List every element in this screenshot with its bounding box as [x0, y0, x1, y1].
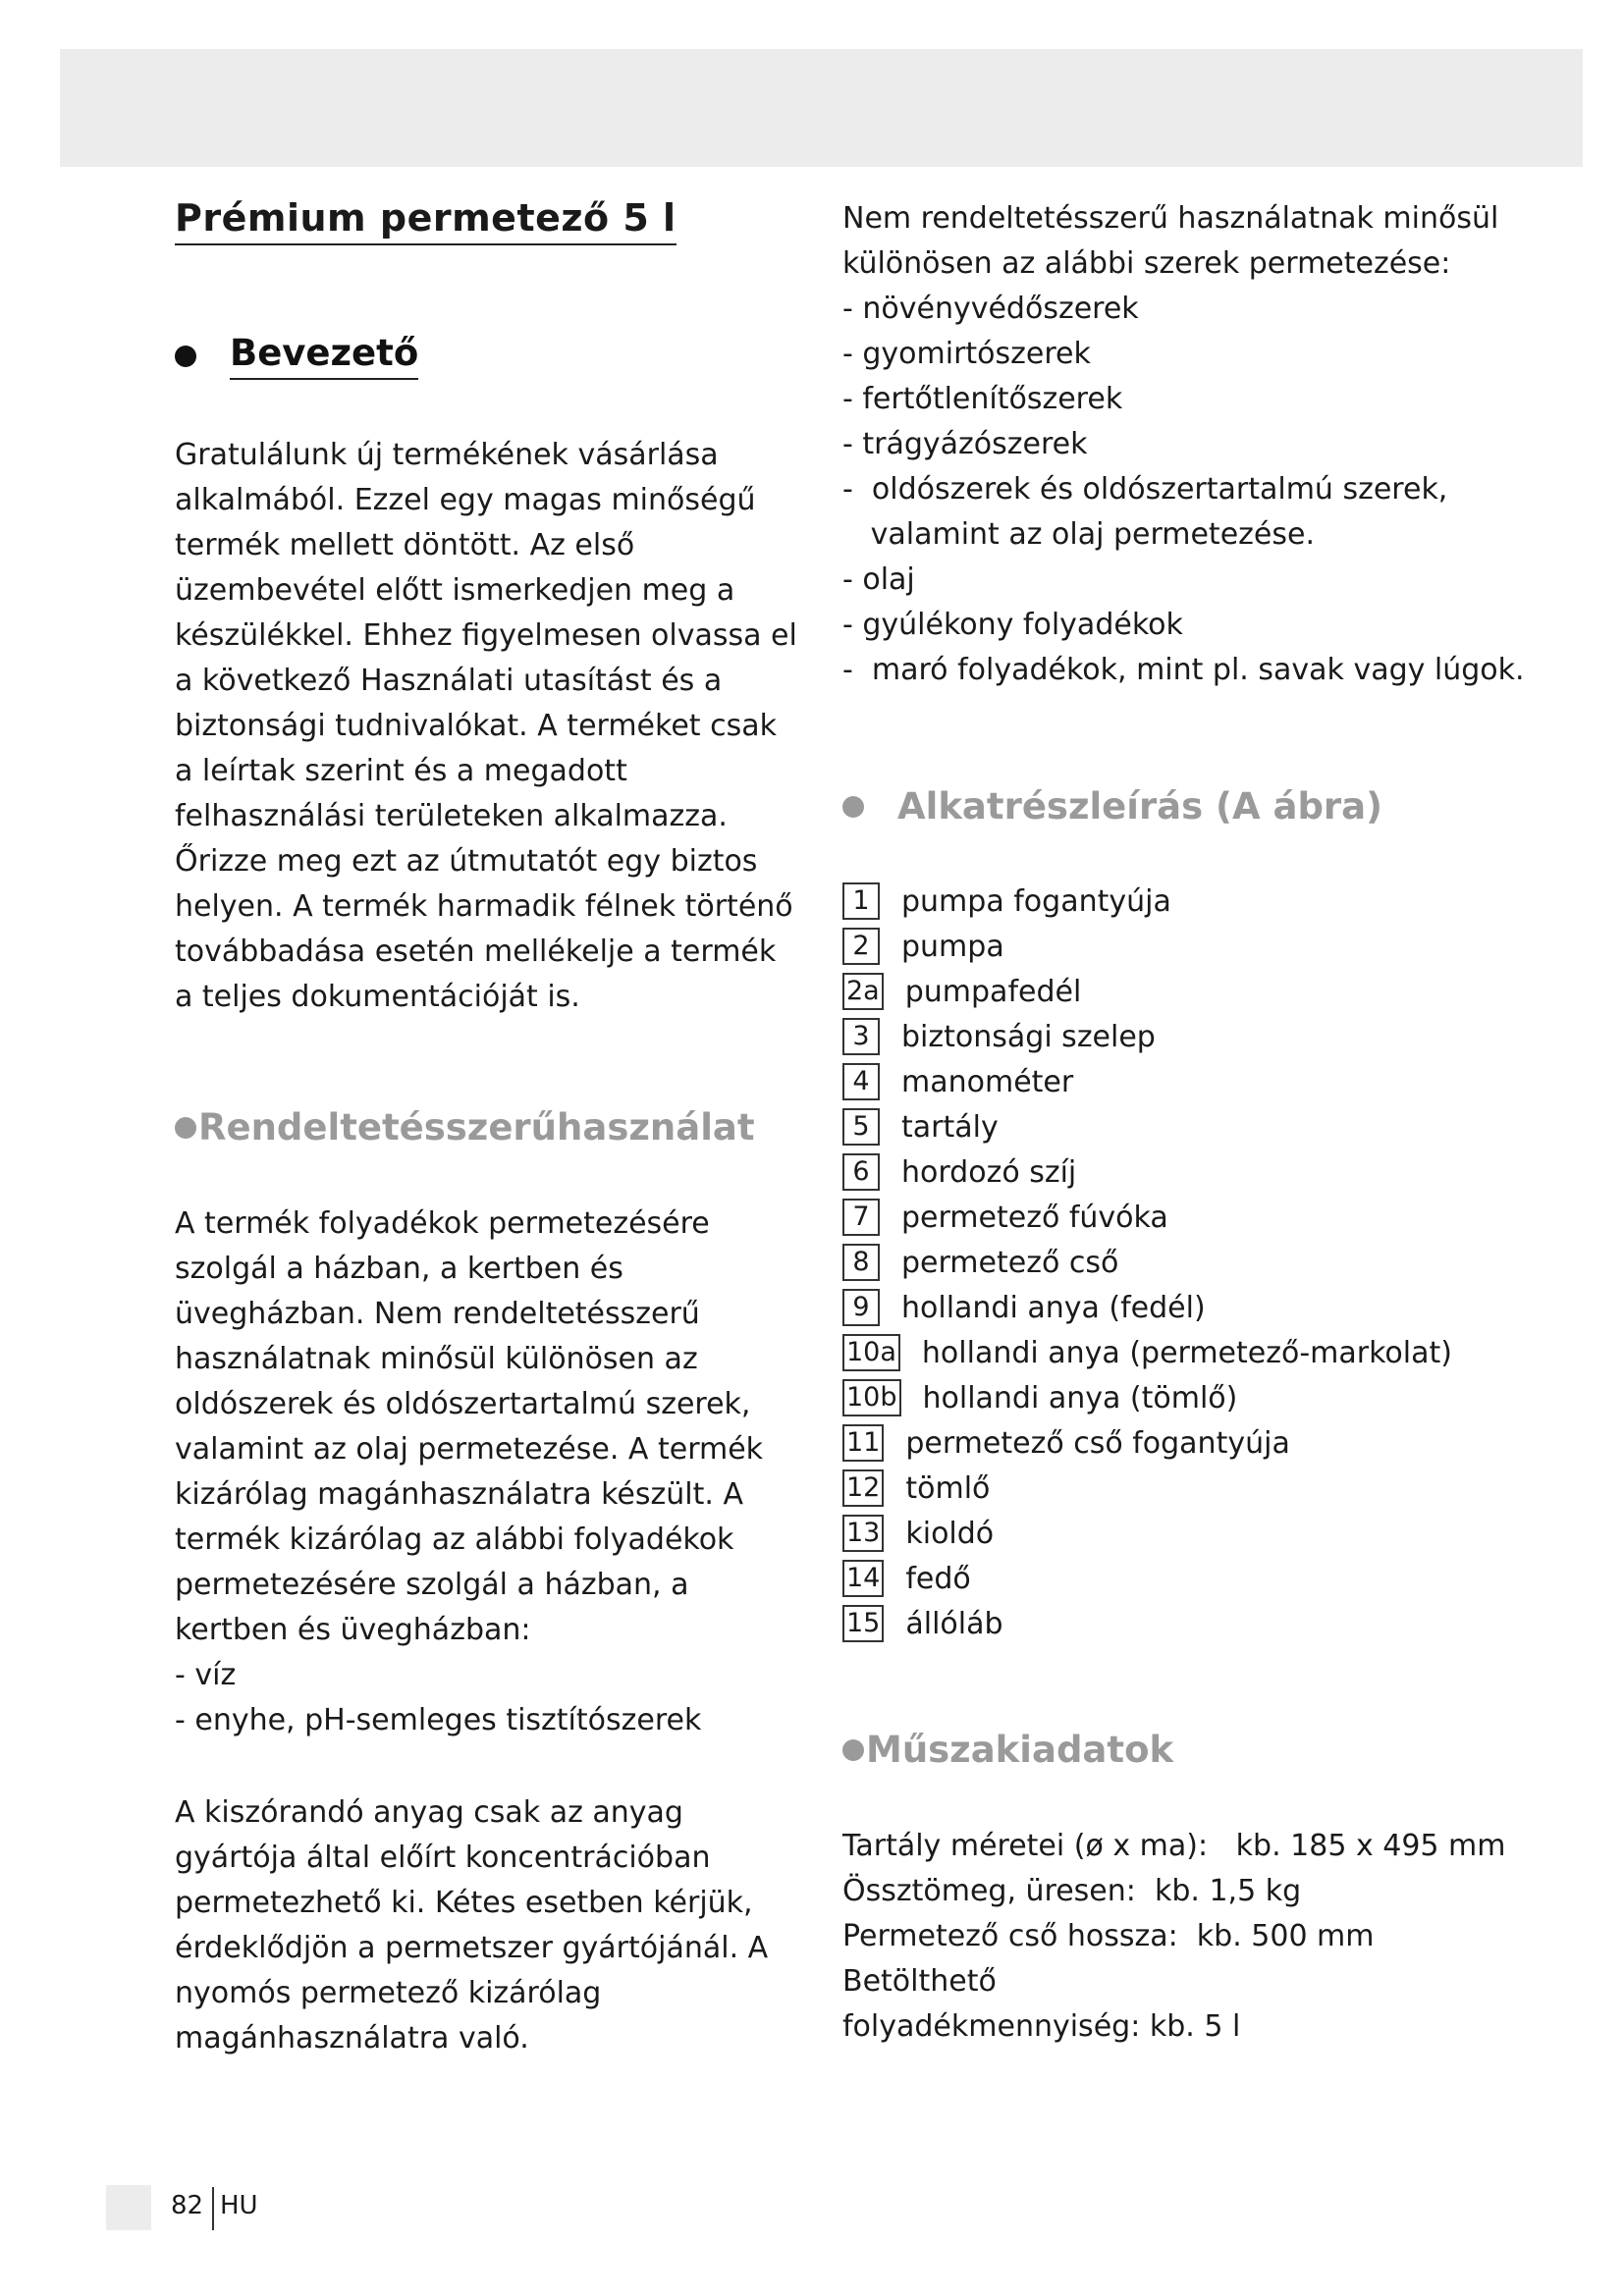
intended-use-heading: Rendeltetésszerűhasználat	[198, 1106, 755, 1148]
part-number-box: 10b	[842, 1379, 901, 1416]
footer-divider	[212, 2187, 214, 2230]
part-label: fedő	[905, 1561, 971, 1596]
list-item: - trágyázószerek	[842, 427, 1088, 461]
misuse-paragraph: Nem rendeltetésszerű használatnak minősül különösen az alábbi szerek permetezése:	[842, 201, 1499, 281]
part-item	[842, 1601, 1530, 1646]
intended-use-paragraph: A termék folyadékok permetezésére szolgál a házban, a kertben és üvegházban. Nem rendeltetésszerű használatnak minősül különösen az oldószerek és oldószertartalmú szerek, valamint az olaj permetezése. A termék kizárólag magánhasználatra készült. A termék kizárólag az alábbi folyadékok permetezésére szolgál a házban, a kertben és üvegházban:	[175, 1206, 764, 1647]
parts-heading: Alkatrészleírás (A ábra)	[897, 785, 1383, 828]
part-label: permetező cső	[901, 1245, 1119, 1280]
bullet-dot-icon	[175, 1117, 196, 1139]
section-heading-intended-use	[175, 1106, 803, 1148]
bullet-dot-icon	[842, 1739, 864, 1761]
part-item	[842, 1511, 1530, 1556]
part-number-box: 8	[842, 1244, 880, 1281]
part-label: hollandi anya (permetező-markolat)	[921, 1335, 1452, 1370]
tech-line: Tartály méretei (ø x ma): kb. 185 x 495 mm	[842, 1829, 1506, 1863]
bullet-dot-icon	[175, 346, 196, 367]
part-number-box: 5	[842, 1108, 880, 1146]
part-label: tartály	[901, 1109, 999, 1145]
part-label: hollandi anya (fedél)	[901, 1290, 1206, 1325]
part-item	[842, 1375, 1530, 1420]
part-item	[842, 1014, 1530, 1059]
part-item	[842, 1240, 1530, 1285]
part-label: permetező fúvóka	[901, 1200, 1168, 1235]
part-item	[842, 1104, 1530, 1149]
list-item: - olaj	[842, 562, 915, 597]
part-item	[842, 879, 1530, 924]
part-number-box: 1	[842, 882, 880, 920]
language-code: HU	[220, 2191, 258, 2220]
part-number-box: 7	[842, 1199, 880, 1236]
list-item: - oldószerek és oldószertartalmú szerek,	[842, 472, 1448, 507]
tech-line: Össztömeg, üresen: kb. 1,5 kg	[842, 1874, 1302, 1908]
part-item	[842, 1149, 1530, 1195]
part-label: hordozó szíj	[901, 1154, 1077, 1190]
right-column	[842, 196, 1530, 2050]
part-number-box: 3	[842, 1018, 880, 1055]
part-label: biztonsági szelep	[901, 1019, 1156, 1054]
part-label: állóláb	[905, 1606, 1003, 1641]
part-item	[842, 969, 1530, 1014]
list-item: - víz	[175, 1658, 237, 1692]
part-label: pumpafedél	[904, 974, 1082, 1009]
tech-line: Betölthető	[842, 1964, 997, 1999]
misuse-list	[842, 287, 1530, 693]
part-number-box: 13	[842, 1515, 884, 1552]
part-number-box: 4	[842, 1063, 880, 1100]
list-item: - enyhe, pH-semleges tisztítószerek	[175, 1703, 702, 1737]
part-number-box: 2	[842, 928, 880, 965]
list-item: - gyúlékony folyadékok	[842, 608, 1183, 642]
tech-line: folyadékmennyiség: kb. 5 l	[842, 2009, 1241, 2044]
list-item: - gyomirtószerek	[842, 337, 1091, 371]
part-label: pumpa	[901, 929, 1004, 964]
part-number-box: 11	[842, 1424, 884, 1462]
part-number-box: 6	[842, 1153, 880, 1191]
section-heading-tech	[842, 1729, 1530, 1771]
section-heading-intro	[175, 332, 803, 380]
tech-line: Permetező cső hossza: kb. 500 mm	[842, 1919, 1375, 1953]
part-item	[842, 924, 1530, 969]
list-item: - növényvédőszerek	[842, 292, 1139, 326]
part-number-box: 10a	[842, 1334, 900, 1371]
footer-box	[106, 2185, 151, 2230]
allowed-liquids-list	[175, 1653, 803, 1743]
part-number-box: 15	[842, 1605, 884, 1642]
part-label: manométer	[901, 1064, 1074, 1099]
left-column	[175, 196, 803, 2061]
list-item: valamint az olaj permetezése.	[842, 517, 1315, 552]
part-label: pumpa fogantyúja	[901, 883, 1171, 919]
part-number-box: 14	[842, 1560, 884, 1597]
list-item: - fertőtlenítőszerek	[842, 382, 1123, 416]
page-title: Prémium permetező 5 l	[175, 196, 677, 245]
tech-data-list	[842, 1824, 1530, 2050]
part-number-box: 12	[842, 1469, 884, 1507]
part-item	[842, 1285, 1530, 1330]
part-number-box: 9	[842, 1289, 880, 1326]
tech-heading: Műszakiadatok	[866, 1729, 1174, 1771]
part-item	[842, 1466, 1530, 1511]
intro-paragraph: Gratulálunk új termékének vásárlása alkalmából. Ezzel egy magas minőségű termék mellett döntött. Az első üzembevétel előtt ismerkedjen meg a készülékkel. Ehhez figyelmesen olvassa el a következő Használati utasítást és a biztonsági tudnivalókat. A terméket csak a leírtak szerint és a megadott felhasználási területeken alkalmazza. Őrizze meg ezt az útmutatót egy biztos helyen. A termék harmadik félnek történő továbbadása esetén mellékelje a termék a teljes dokumentációját is.	[175, 438, 797, 1014]
section-heading-parts	[842, 785, 1530, 828]
part-label: kioldó	[905, 1516, 995, 1551]
intro-heading: Bevezető	[230, 332, 418, 380]
part-number-box: 2a	[842, 973, 884, 1010]
part-label: tömlő	[905, 1470, 991, 1506]
header-band	[60, 49, 1583, 167]
concentration-paragraph: A kiszórandó anyag csak az anyag gyártója által előírt koncentrációban permetezhető ki. Kétes esetben kérjük, érdeklődjön a permetszer gyártójánál. A nyomós permetező kizárólag magánhasználatra való.	[175, 1795, 769, 2056]
part-item	[842, 1556, 1530, 1601]
part-item	[842, 1330, 1530, 1375]
part-label: permetező cső fogantyúja	[905, 1425, 1290, 1461]
part-item	[842, 1420, 1530, 1466]
part-label: hollandi anya (tömlő)	[922, 1380, 1238, 1415]
bullet-dot-icon	[842, 796, 864, 818]
page-number: 82	[171, 2191, 204, 2220]
list-item: - maró folyadékok, mint pl. savak vagy lúgok.	[842, 653, 1525, 687]
part-item	[842, 1195, 1530, 1240]
part-item	[842, 1059, 1530, 1104]
parts-list	[842, 879, 1530, 1646]
